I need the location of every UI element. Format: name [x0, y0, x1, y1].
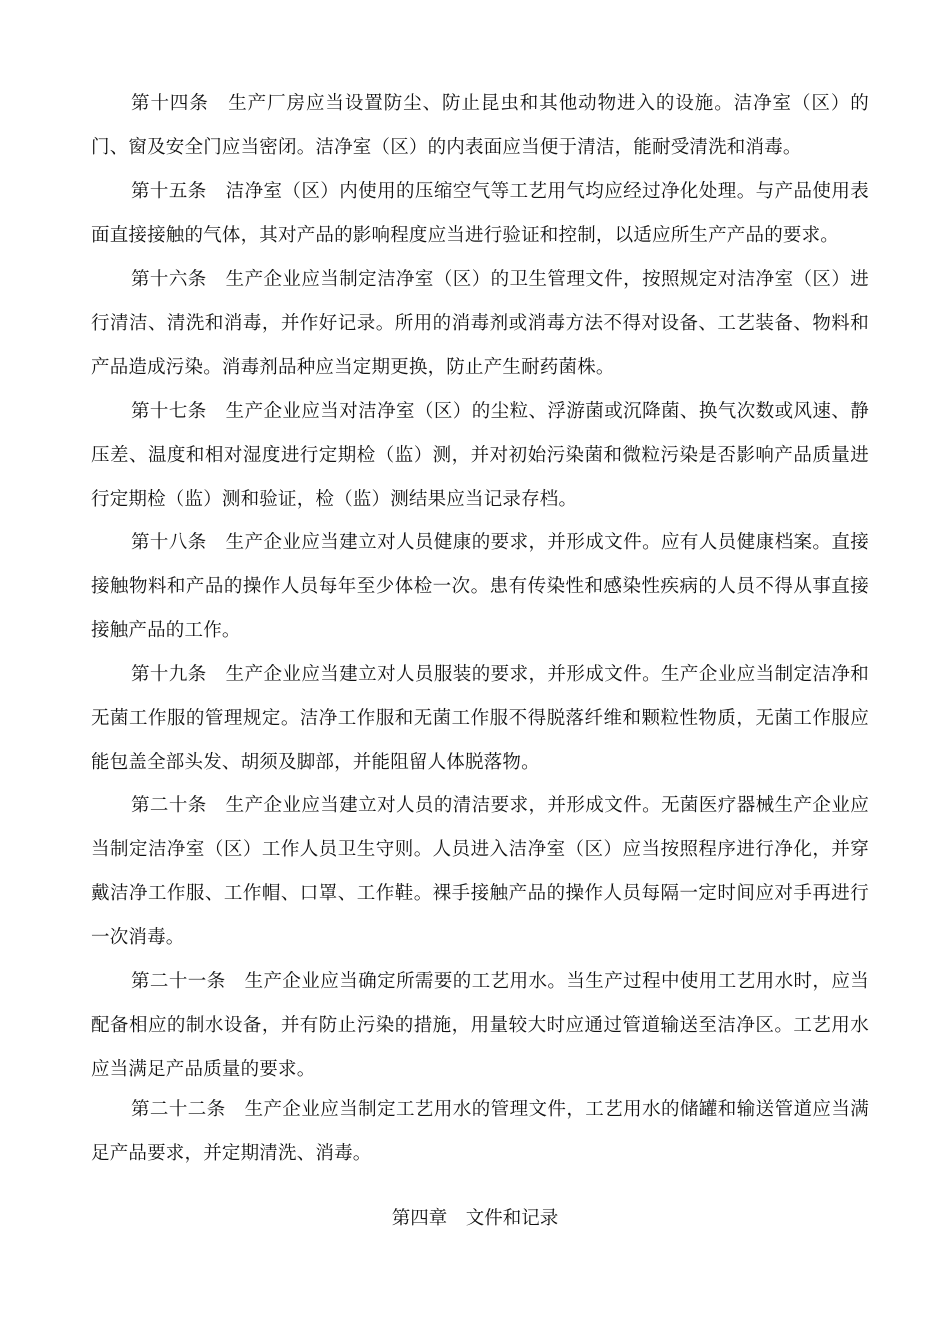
article-22: 第二十二条 生产企业应当制定工艺用水的管理文件，工艺用水的储罐和输送管道应当满足产品要求，并定期清洗、消毒。	[91, 1099, 869, 1164]
article-21: 第二十一条 生产企业应当确定所需要的工艺用水。当生产过程中使用工艺用水时，应当配备相应的制水设备，并有防止污染的措施，用量较大时应通过管道输送至洁净区。工艺用水应当满足产品质量的要求。	[91, 971, 869, 1080]
article-20: 第二十条 生产企业应当建立对人员的清洁要求，并形成文件。无菌医疗器械生产企业应当制定洁净室（区）工作人员卫生守则。人员进入洁净室（区）应当按照程序进行净化，并穿戴洁净工作服、工作帽、口罩、工作鞋。裸手接触产品的操作人员每隔一定时间应对手再进行一次消毒。	[91, 795, 869, 948]
article-18: 第十八条 生产企业应当建立对人员健康的要求，并形成文件。应有人员健康档案。直接接触物料和产品的操作人员每年至少体检一次。患有传染性和感染性疾病的人员不得从事直接接触产品的工作。	[91, 532, 869, 641]
article-15: 第十五条 洁净室（区）内使用的压缩空气等工艺用气均应经过净化处理。与产品使用表面直接接触的气体，其对产品的影响程度应当进行验证和控制，以适应所生产产品的要求。	[91, 181, 869, 246]
article-16: 第十六条 生产企业应当制定洁净室（区）的卫生管理文件，按照规定对洁净室（区）进行清洁、清洗和消毒，并作好记录。所用的消毒剂或消毒方法不得对设备、工艺装备、物料和产品造成污染。消毒剂品种应当定期更换，防止产生耐药菌株。	[91, 269, 869, 378]
chapter-heading: 第四章 文件和记录	[391, 1208, 559, 1229]
article-19: 第十九条 生产企业应当建立对人员服装的要求，并形成文件。生产企业应当制定洁净和无菌工作服的管理规定。洁净工作服和无菌工作服不得脱落纤维和颗粒性物质，无菌工作服应能包盖全部头发、胡须及脚部，并能阻留人体脱落物。	[91, 664, 869, 773]
article-14: 第十四条 生产厂房应当设置防尘、防止昆虫和其他动物进入的设施。洁净室（区）的门、窗及安全门应当密闭。洁净室（区）的内表面应当便于清洁，能耐受清洗和消毒。	[91, 93, 869, 158]
article-17: 第十七条 生产企业应当对洁净室（区）的尘粒、浮游菌或沉降菌、换气次数或风速、静压差、温度和相对湿度进行定期检（监）测，并对初始污染菌和微粒污染是否影响产品质量进行定期检（监）测和验证，检（监）测结果应当记录存档。	[91, 401, 869, 510]
